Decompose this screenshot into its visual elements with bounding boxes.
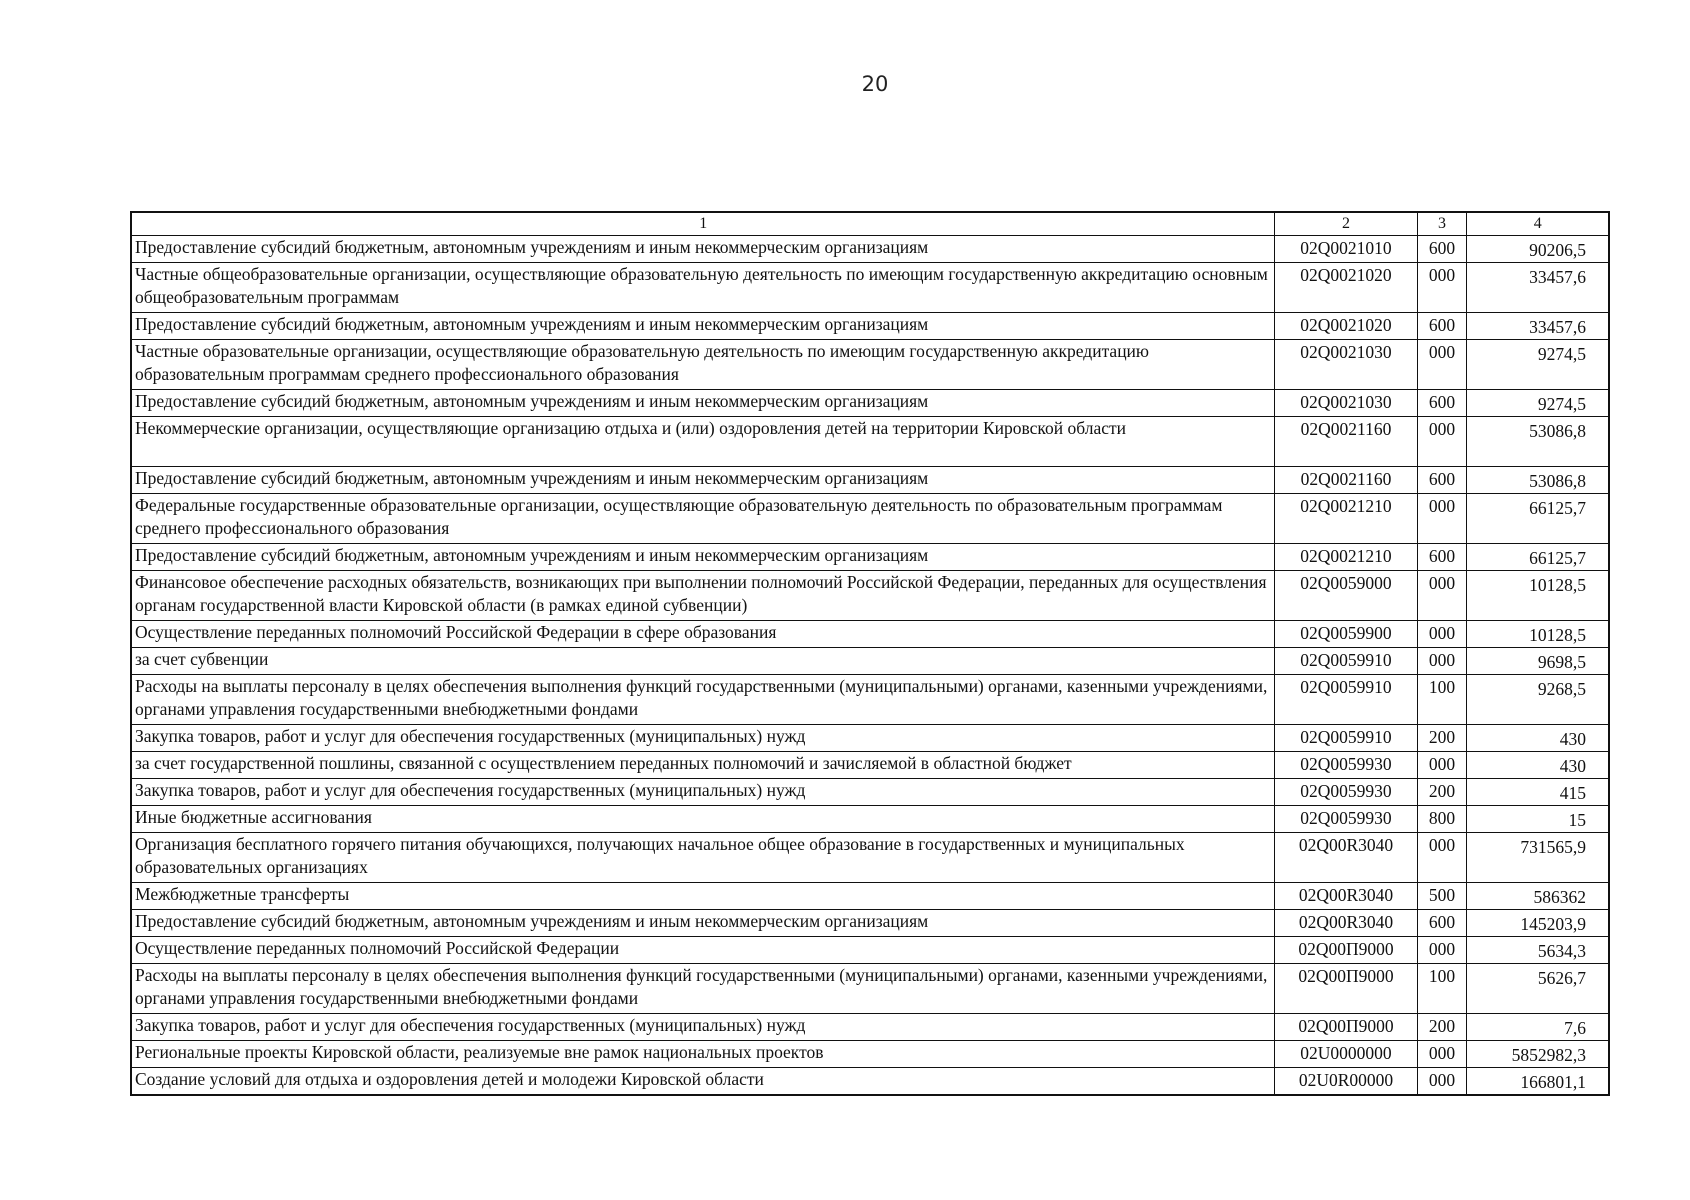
row-code-cell: 02Q00П9000 (1274, 937, 1417, 964)
table-row (131, 263, 1609, 313)
row-sum-cell: 33457,6 (1466, 313, 1609, 340)
row-expense-type-cell: 500 (1417, 883, 1466, 910)
row-code-cell: 02Q0021160 (1274, 417, 1417, 467)
row-expense-type-cell: 800 (1417, 806, 1466, 833)
row-name-cell: Осуществление переданных полномочий Российской Федерации (131, 937, 1274, 964)
row-expense-type-cell: 000 (1417, 752, 1466, 779)
row-name-cell: Частные общеобразовательные организации, осуществляющие образовательную деятельность по имеющим государственную аккредитацию основным общеобразовательным программам (131, 263, 1274, 313)
table-row (131, 1014, 1609, 1041)
row-sum-cell: 33457,6 (1466, 263, 1609, 313)
row-sum-cell: 7,6 (1466, 1014, 1609, 1041)
row-sum-cell: 166801,1 (1466, 1068, 1609, 1096)
row-sum-cell: 53086,8 (1466, 467, 1609, 494)
row-code-cell: 02Q0021020 (1274, 263, 1417, 313)
row-sum-cell: 9698,5 (1466, 648, 1609, 675)
row-expense-type-cell: 600 (1417, 544, 1466, 571)
row-code-cell: 02U0R00000 (1274, 1068, 1417, 1096)
row-name-cell: Региональные проекты Кировской области, реализуемые вне рамок национальных проектов (131, 1041, 1274, 1068)
row-sum-cell: 66125,7 (1466, 494, 1609, 544)
row-code-cell: 02Q0059930 (1274, 779, 1417, 806)
table-row (131, 236, 1609, 263)
row-code-cell: 02Q00П9000 (1274, 1014, 1417, 1041)
table-row (131, 833, 1609, 883)
row-name-cell: Предоставление субсидий бюджетным, автономным учреждениям и иным некоммерческим организациям (131, 544, 1274, 571)
header-col-4: 4 (1466, 212, 1609, 236)
row-name-cell: Предоставление субсидий бюджетным, автономным учреждениям и иным некоммерческим организациям (131, 467, 1274, 494)
row-sum-cell: 5626,7 (1466, 964, 1609, 1014)
row-expense-type-cell: 200 (1417, 725, 1466, 752)
row-expense-type-cell: 000 (1417, 494, 1466, 544)
row-sum-cell: 5634,3 (1466, 937, 1609, 964)
row-name-cell: Межбюджетные трансферты (131, 883, 1274, 910)
row-expense-type-cell: 600 (1417, 467, 1466, 494)
row-code-cell: 02Q0021210 (1274, 544, 1417, 571)
row-code-cell: 02Q0059900 (1274, 621, 1417, 648)
table-row (131, 1068, 1609, 1096)
budget-table-container (130, 211, 1608, 1096)
table-row (131, 621, 1609, 648)
row-name-cell: Некоммерческие организации, осуществляющие организацию отдыха и (или) оздоровления детей на территории Кировской области (131, 417, 1274, 467)
row-sum-cell: 415 (1466, 779, 1609, 806)
row-expense-type-cell: 200 (1417, 779, 1466, 806)
header-col-1: 1 (131, 212, 1274, 236)
table-row (131, 964, 1609, 1014)
row-expense-type-cell: 000 (1417, 571, 1466, 621)
row-code-cell: 02Q0021020 (1274, 313, 1417, 340)
row-code-cell: 02Q0059000 (1274, 571, 1417, 621)
row-name-cell: Закупка товаров, работ и услуг для обеспечения государственных (муниципальных) нужд (131, 725, 1274, 752)
table-row (131, 937, 1609, 964)
table-row (131, 467, 1609, 494)
table-row (131, 725, 1609, 752)
row-code-cell: 02Q0059910 (1274, 648, 1417, 675)
row-name-cell: Предоставление субсидий бюджетным, автономным учреждениям и иным некоммерческим организациям (131, 910, 1274, 937)
row-expense-type-cell: 600 (1417, 910, 1466, 937)
row-sum-cell: 66125,7 (1466, 544, 1609, 571)
table-row (131, 340, 1609, 390)
row-sum-cell: 90206,5 (1466, 236, 1609, 263)
row-expense-type-cell: 000 (1417, 621, 1466, 648)
row-expense-type-cell: 000 (1417, 417, 1466, 467)
row-code-cell: 02Q0021210 (1274, 494, 1417, 544)
row-code-cell: 02Q0021030 (1274, 390, 1417, 417)
row-expense-type-cell: 200 (1417, 1014, 1466, 1041)
table-row (131, 752, 1609, 779)
row-sum-cell: 9274,5 (1466, 340, 1609, 390)
row-code-cell: 02Q0059910 (1274, 725, 1417, 752)
row-sum-cell: 430 (1466, 752, 1609, 779)
page-number: 20 (861, 72, 889, 96)
row-code-cell: 02Q0021160 (1274, 467, 1417, 494)
row-sum-cell: 731565,9 (1466, 833, 1609, 883)
row-sum-cell: 15 (1466, 806, 1609, 833)
row-name-cell: Предоставление субсидий бюджетным, автономным учреждениям и иным некоммерческим организациям (131, 313, 1274, 340)
row-code-cell: 02Q0021030 (1274, 340, 1417, 390)
header-col-3: 3 (1417, 212, 1466, 236)
table-row (131, 779, 1609, 806)
row-expense-type-cell: 000 (1417, 263, 1466, 313)
row-sum-cell: 9274,5 (1466, 390, 1609, 417)
row-sum-cell: 586362 (1466, 883, 1609, 910)
row-name-cell: Расходы на выплаты персоналу в целях обеспечения выполнения функций государственными (муниципальными) органами, казенными учреждениями, органами управления государственными внебюджетными фондами (131, 675, 1274, 725)
row-name-cell: Предоставление субсидий бюджетным, автономным учреждениям и иным некоммерческим организациям (131, 236, 1274, 263)
row-code-cell: 02Q00R3040 (1274, 883, 1417, 910)
row-expense-type-cell: 000 (1417, 833, 1466, 883)
table-row (131, 883, 1609, 910)
row-name-cell: Расходы на выплаты персоналу в целях обеспечения выполнения функций государственными (муниципальными) органами, казенными учреждениями, органами управления государственными внебюджетными фондами (131, 964, 1274, 1014)
row-name-cell: Федеральные государственные образовательные организации, осуществляющие образовательную деятельность по образовательным программам среднего профессионального образования (131, 494, 1274, 544)
table-row (131, 417, 1609, 467)
table-row (131, 390, 1609, 417)
row-code-cell: 02Q0021010 (1274, 236, 1417, 263)
row-name-cell: Организация бесплатного горячего питания обучающихся, получающих начальное общее образование в государственных и муниципальных образовательных организациях (131, 833, 1274, 883)
table-row (131, 675, 1609, 725)
row-code-cell: 02Q00П9000 (1274, 964, 1417, 1014)
table-row (131, 806, 1609, 833)
row-expense-type-cell: 600 (1417, 313, 1466, 340)
row-name-cell: за счет государственной пошлины, связанной с осуществлением переданных полномочий и зачисляемой в областной бюджет (131, 752, 1274, 779)
table-row (131, 544, 1609, 571)
row-expense-type-cell: 100 (1417, 675, 1466, 725)
row-name-cell: Предоставление субсидий бюджетным, автономным учреждениям и иным некоммерческим организациям (131, 390, 1274, 417)
row-name-cell: Закупка товаров, работ и услуг для обеспечения государственных (муниципальных) нужд (131, 779, 1274, 806)
row-name-cell: Осуществление переданных полномочий Российской Федерации в сфере образования (131, 621, 1274, 648)
row-expense-type-cell: 000 (1417, 648, 1466, 675)
row-expense-type-cell: 000 (1417, 340, 1466, 390)
table-row (131, 648, 1609, 675)
row-code-cell: 02Q0059930 (1274, 806, 1417, 833)
header-col-2: 2 (1274, 212, 1417, 236)
row-code-cell: 02Q00R3040 (1274, 833, 1417, 883)
table-row (131, 571, 1609, 621)
row-expense-type-cell: 000 (1417, 1068, 1466, 1096)
row-name-cell: Частные образовательные организации, осуществляющие образовательную деятельность по имеющим государственную аккредитацию образовательным программам среднего профессионального образования (131, 340, 1274, 390)
table-row (131, 313, 1609, 340)
row-code-cell: 02Q0059910 (1274, 675, 1417, 725)
row-sum-cell: 145203,9 (1466, 910, 1609, 937)
row-expense-type-cell: 000 (1417, 1041, 1466, 1068)
row-name-cell: Финансовое обеспечение расходных обязательств, возникающих при выполнении полномочий Российской Федерации, переданных для осуществления органам государственной власти Кировской области (в рамках единой субвенции) (131, 571, 1274, 621)
table-row (131, 910, 1609, 937)
row-expense-type-cell: 600 (1417, 236, 1466, 263)
table-header-row (131, 212, 1609, 236)
row-code-cell: 02Q00R3040 (1274, 910, 1417, 937)
table-row (131, 1041, 1609, 1068)
row-code-cell: 02U0000000 (1274, 1041, 1417, 1068)
row-sum-cell: 10128,5 (1466, 571, 1609, 621)
row-sum-cell: 9268,5 (1466, 675, 1609, 725)
row-name-cell: Иные бюджетные ассигнования (131, 806, 1274, 833)
row-name-cell: за счет субвенции (131, 648, 1274, 675)
row-name-cell: Закупка товаров, работ и услуг для обеспечения государственных (муниципальных) нужд (131, 1014, 1274, 1041)
row-code-cell: 02Q0059930 (1274, 752, 1417, 779)
row-expense-type-cell: 600 (1417, 390, 1466, 417)
row-sum-cell: 430 (1466, 725, 1609, 752)
row-expense-type-cell: 000 (1417, 937, 1466, 964)
row-sum-cell: 10128,5 (1466, 621, 1609, 648)
budget-table (130, 211, 1610, 1096)
table-row (131, 494, 1609, 544)
row-name-cell: Создание условий для отдыха и оздоровления детей и молодежи Кировской области (131, 1068, 1274, 1096)
row-sum-cell: 5852982,3 (1466, 1041, 1609, 1068)
row-sum-cell: 53086,8 (1466, 417, 1609, 467)
row-expense-type-cell: 100 (1417, 964, 1466, 1014)
table-body (131, 236, 1609, 1096)
